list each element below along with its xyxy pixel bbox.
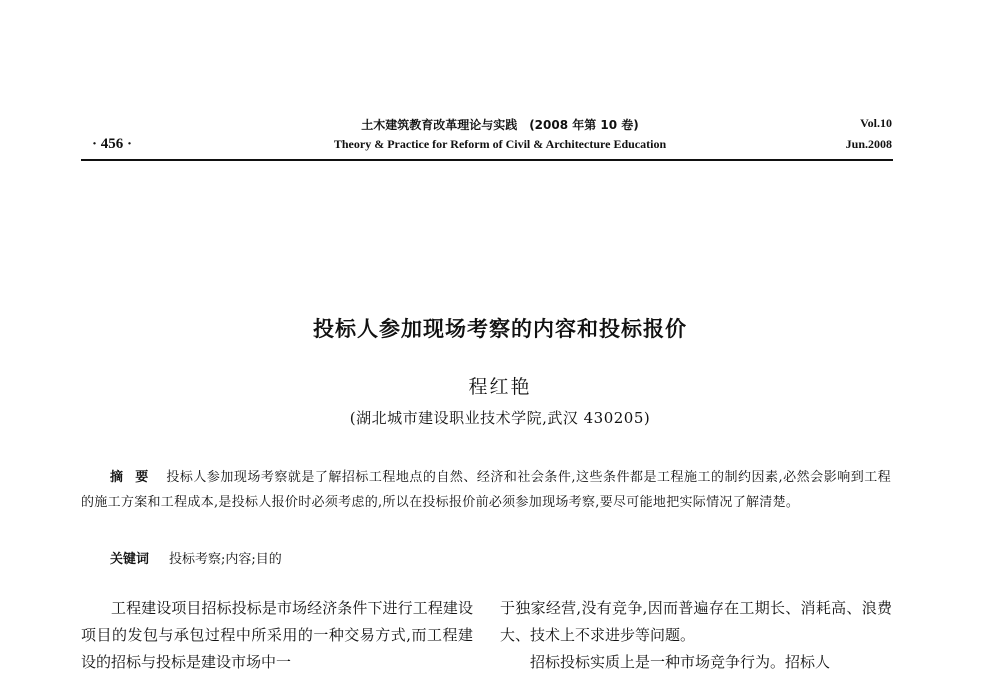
keywords	[110, 548, 282, 567]
keywords-label: 关键词	[110, 552, 150, 567]
body-column-left	[81, 595, 473, 676]
author-affiliation: (湖北城市建设职业技术学院,武汉 430205)	[349, 409, 651, 427]
header-rule	[81, 159, 893, 161]
journal-title-chinese: 土木建筑教育改革理论与实践 (2008 年第 10 卷)	[361, 118, 639, 132]
journal-volume: Vol.10	[860, 116, 892, 130]
abstract	[81, 465, 891, 515]
body-column-right	[500, 595, 892, 676]
keywords-text: 投标考察;内容;目的	[169, 552, 282, 567]
body-paragraph-continued: 于独家经营,没有竞争,因而普遍存在工期长、消耗高、浪费大、技术上不求进步等问题。	[500, 599, 892, 644]
body-paragraph: 招标投标实质上是一种市场竞争行为。招标人	[530, 653, 831, 671]
journal-title-english: Theory & Practice for Reform of Civil & Architecture Education	[333, 137, 667, 151]
body-paragraph: 工程建设项目招标投标是市场经济条件下进行工程建设项目的发包与承包过程中所采用的一种交易方式,而工程建设的招标与投标是建设市场中一	[81, 599, 473, 671]
abstract-text: 投标人参加现场考察就是了解招标工程地点的自然、经济和社会条件,这些条件都是工程施工的制约因素,必然会影响到工程的施工方案和工程成本,是投标人报价时必须考虑的,所以在投标报价前必须参加现场考察,要尽可能地把实际情况了解清楚。	[81, 470, 891, 510]
page-number: · 456 ·	[92, 136, 133, 152]
journal-date: Jun.2008	[845, 137, 892, 151]
abstract-label: 摘要	[110, 470, 161, 485]
article-title: 投标人参加现场考察的内容和投标报价	[313, 317, 687, 341]
article-author: 程红艳	[468, 376, 532, 398]
